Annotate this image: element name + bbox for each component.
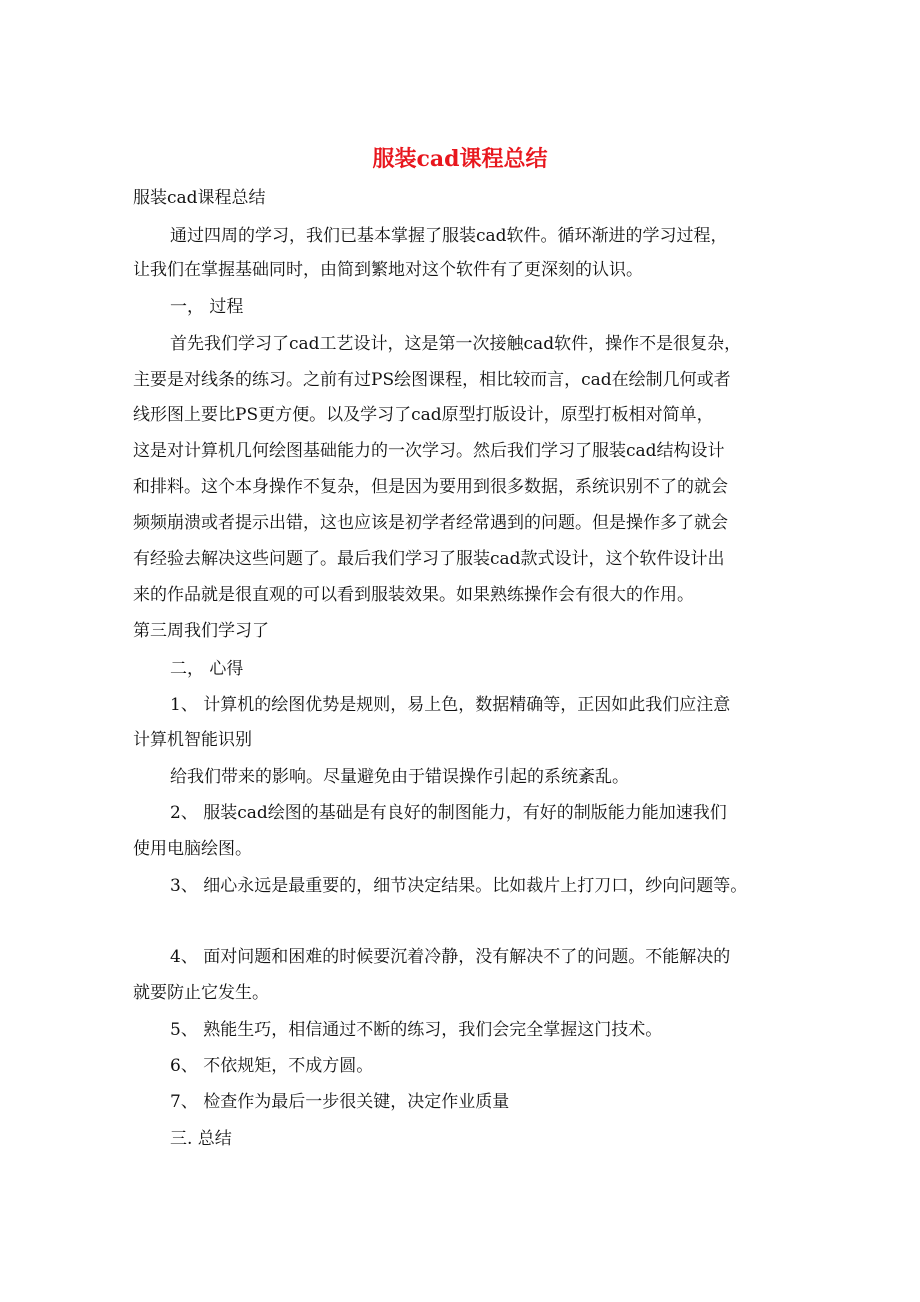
- list-item-continuation: 计算机智能识别: [133, 730, 252, 750]
- paragraph-line: 通过四周的学习，我们已基本掌握了服装cad软件。循环渐进的学习过程，: [170, 226, 728, 246]
- section-heading: 三. 总结: [170, 1129, 232, 1149]
- paragraph-line: 有经验去解决这些问题了。最后我们学习了服装cad款式设计，这个软件设计出: [133, 549, 725, 569]
- subtitle-line: 服装cad课程总结: [133, 188, 266, 208]
- list-item: 1、 计算机的绘图优势是规则，易上色，数据精确等，正因如此我们应注意: [170, 695, 731, 715]
- paragraph-line: 和排料。这个本身操作不复杂，但是因为要用到很多数据，系统识别不了的就会: [133, 477, 728, 497]
- paragraph-line: 来的作品就是很直观的可以看到服装效果。如果熟练操作会有很大的作用。: [133, 585, 694, 605]
- list-item: 7、 检查作为最后一步很关键，决定作业质量: [170, 1092, 510, 1112]
- document-title: 服装cad课程总结: [372, 146, 548, 172]
- list-item: 5、 熟能生巧，相信通过不断的练习，我们会完全掌握这门技术。: [170, 1020, 663, 1040]
- list-item-continuation: 使用电脑绘图。: [133, 839, 252, 859]
- list-item: 2、 服装cad绘图的基础是有良好的制图能力，有好的制版能力能加速我们: [170, 803, 727, 823]
- paragraph-line: 频频崩溃或者提示出错，这也应该是初学者经常遇到的问题。但是操作多了就会: [133, 513, 728, 533]
- section-heading: 一， 过程: [170, 297, 244, 317]
- paragraph-line: 这是对计算机几何绘图基础能力的一次学习。然后我们学习了服装cad结构设计: [133, 441, 725, 461]
- paragraph-line: 给我们带来的影响。尽量避免由于错误操作引起的系统紊乱。: [170, 767, 629, 787]
- list-item: 6、 不依规矩，不成方圆。: [170, 1056, 374, 1076]
- list-item-continuation: 就要防止它发生。: [133, 983, 269, 1003]
- section-heading: 二， 心得: [170, 659, 244, 679]
- paragraph-line: 主要是对线条的练习。之前有过PS绘图课程，相比较而言，cad在绘制几何或者: [133, 370, 731, 390]
- list-item: 4、 面对问题和困难的时候要沉着冷静，没有解决不了的问题。不能解决的: [170, 947, 731, 967]
- paragraph-line: 线形图上要比PS更方便。以及学习了cad原型打版设计，原型打板相对简单，: [133, 405, 714, 425]
- paragraph-line: 让我们在掌握基础同时，由简到繁地对这个软件有了更深刻的认识。: [133, 260, 643, 280]
- paragraph-line: 首先我们学习了cad工艺设计，这是第一次接触cad软件，操作不是很复杂，: [170, 334, 742, 354]
- list-item: 3、 细心永远是最重要的，细节决定结果。比如裁片上打刀口，纱向问题等。: [170, 876, 748, 896]
- paragraph-line: 第三周我们学习了: [133, 621, 269, 641]
